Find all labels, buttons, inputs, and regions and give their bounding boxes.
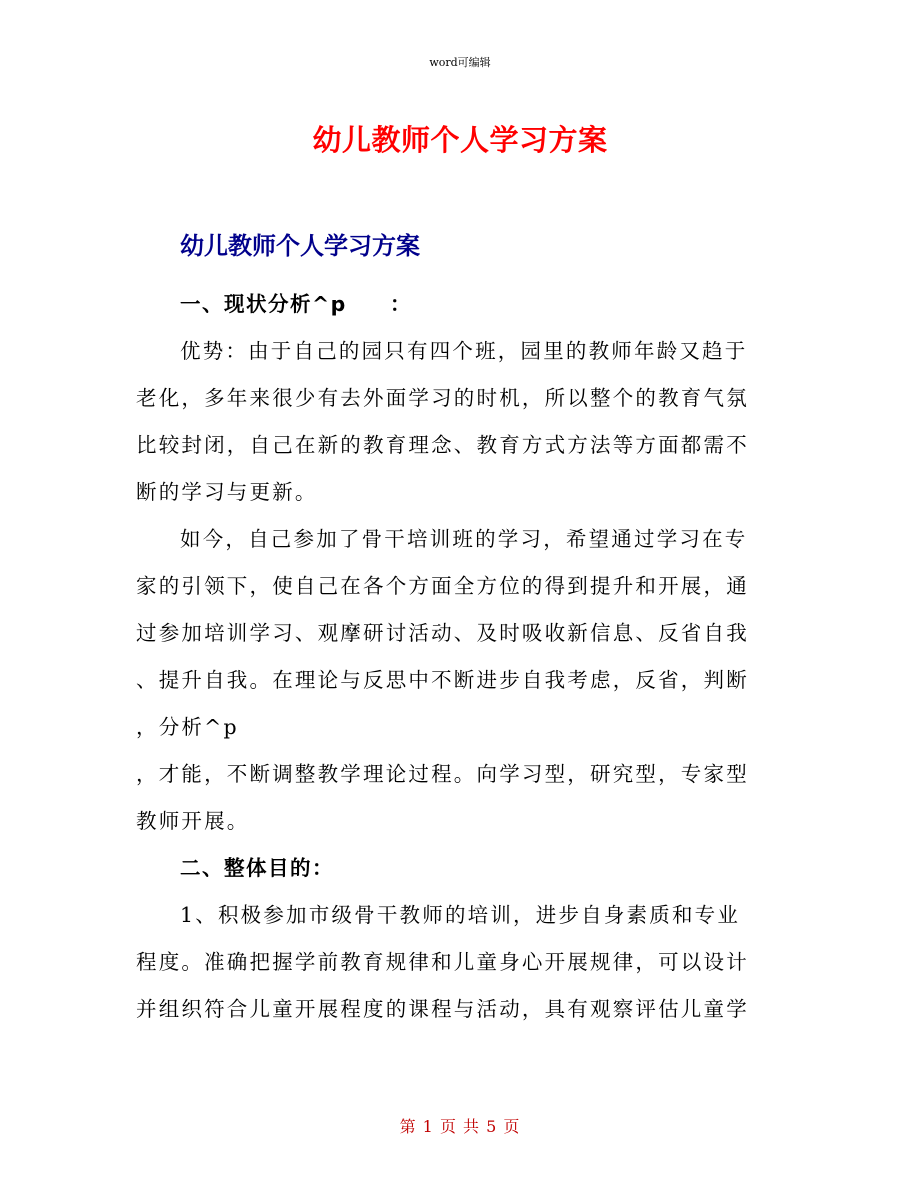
paragraph-line: 、提升自我。在理论与反思中不断进步自我考虑，反省，判断 xyxy=(136,668,749,692)
paragraph-line: 1、积极参加市级骨干教师的培训，进步自身素质和专业 xyxy=(180,903,741,927)
paragraph-line: 断的学习与更新。 xyxy=(136,480,318,504)
paragraph-line: 教师开展。 xyxy=(136,809,250,833)
section-heading-status-analysis: 一、现状分析^p ： xyxy=(180,292,413,316)
paragraph-line: 比较封闭，自己在新的教育理念、教育方式方法等方面都需不 xyxy=(136,433,749,457)
paragraph-line: ，才能，不断调整教学理论过程。向学习型，研究型，专家型 xyxy=(136,762,749,786)
document-subtitle: 幼儿教师个人学习方案 xyxy=(180,232,420,260)
paragraph-line: 并组织符合儿童开展程度的课程与活动，具有观察评估儿童学 xyxy=(136,997,749,1021)
paragraph-line: 优势：由于自己的园只有四个班，园里的教师年龄又趋于 xyxy=(180,339,748,363)
paragraph-line: 家的引领下，使自己在各个方面全方位的得到提升和开展，通 xyxy=(136,574,749,598)
paragraph-line: 老化，多年来很少有去外面学习的时机，所以整个的教育气氛 xyxy=(136,386,749,410)
section-heading-overall-goals: 二、整体目的： xyxy=(180,856,334,880)
paragraph-line: 如今，自己参加了骨干培训班的学习，希望通过学习在专 xyxy=(180,527,748,551)
paragraph-line: ，分析^p xyxy=(136,715,239,739)
paragraph-line: 程度。准确把握学前教育规律和儿童身心开展规律，可以设计 xyxy=(136,950,749,974)
header-note: word可编辑 xyxy=(429,56,491,69)
page-number-footer: 第 1 页 共 5 页 xyxy=(399,1117,521,1136)
document-title: 幼儿教师个人学习方案 xyxy=(312,123,608,157)
paragraph-line: 过参加培训学习、观摩研讨活动、及时吸收新信息、反省自我 xyxy=(136,621,749,645)
